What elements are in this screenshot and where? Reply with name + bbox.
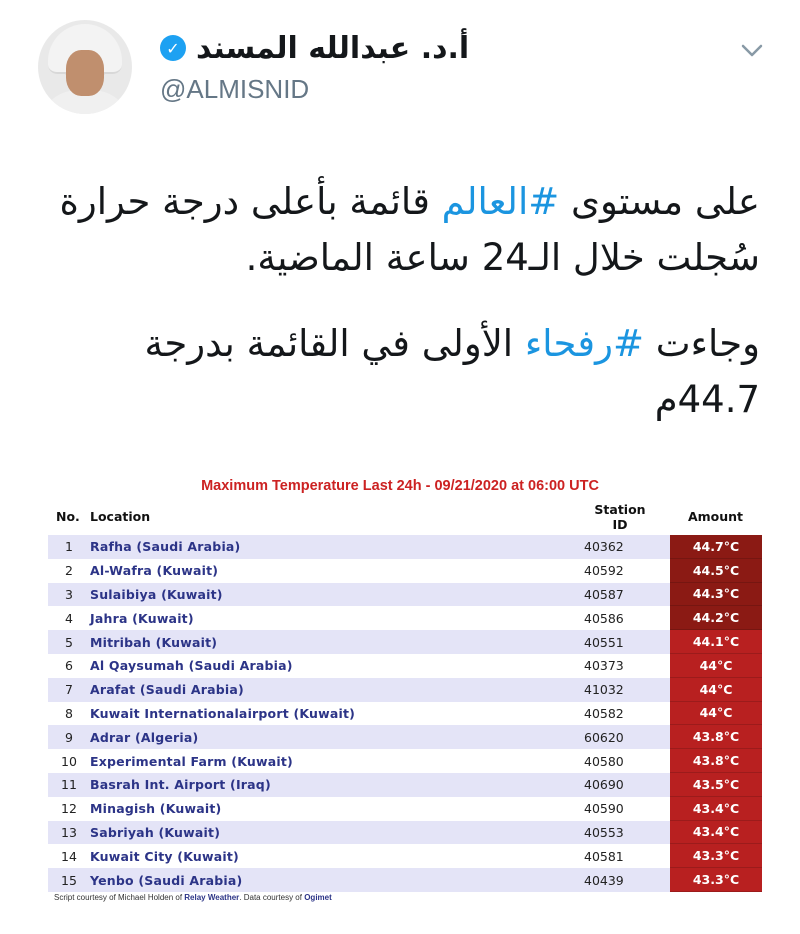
- row-number: 2: [65, 563, 73, 579]
- user-handle[interactable]: @ALMISNID: [160, 74, 310, 104]
- row-location-link[interactable]: Experimental Farm (Kuwait): [90, 753, 293, 769]
- row-amount: 44.5°C: [670, 559, 762, 583]
- table-row: [48, 844, 762, 868]
- table-row: [48, 654, 762, 678]
- ogimet-link[interactable]: Ogimet: [304, 893, 332, 902]
- chevron-down-icon[interactable]: [738, 36, 766, 64]
- table-row: [48, 725, 762, 749]
- row-station-id: 40586: [584, 610, 624, 626]
- row-amount: 44.2°C: [670, 606, 762, 630]
- row-location-link[interactable]: Sulaibiya (Kuwait): [90, 586, 223, 602]
- row-number: 15: [61, 872, 77, 888]
- table-row: [48, 773, 762, 797]
- row-amount: 44°C: [670, 678, 762, 702]
- row-number: 1: [65, 539, 73, 555]
- row-amount: 44°C: [670, 702, 762, 726]
- credit-middle: . Data courtesy of: [239, 893, 305, 902]
- row-station-id: 40580: [584, 753, 624, 769]
- row-station-id: 40582: [584, 705, 624, 721]
- row-station-id: 40439: [584, 872, 624, 888]
- column-header-station-line2: ID: [612, 517, 628, 532]
- row-location-link[interactable]: Al-Wafra (Kuwait): [90, 563, 219, 579]
- row-amount: 44.3°C: [670, 583, 762, 607]
- table-row: [48, 606, 762, 630]
- hashtag-link[interactable]: #العالم: [441, 180, 560, 223]
- table-row: [48, 535, 762, 559]
- credit-prefix: Script courtesy of Michael Holden of: [54, 893, 185, 902]
- row-amount: 43.4°C: [670, 821, 762, 845]
- hashtag-link[interactable]: #رفحاء: [524, 322, 644, 365]
- row-amount: 43.3°C: [670, 868, 762, 892]
- author-name-row: [160, 28, 469, 68]
- row-station-id: 40590: [584, 801, 624, 817]
- row-number: 14: [61, 848, 77, 864]
- avatar-face: [66, 50, 104, 96]
- verified-badge-icon: ✓: [160, 35, 186, 61]
- tweet-paragraph-1: [40, 174, 760, 286]
- row-location-link[interactable]: Sabriyah (Kuwait): [90, 824, 221, 840]
- row-number: 8: [65, 705, 73, 721]
- row-number: 4: [65, 610, 73, 626]
- row-station-id: 40553: [584, 824, 624, 840]
- row-station-id: 40551: [584, 634, 624, 650]
- row-station-id: 40690: [584, 777, 624, 793]
- row-number: 3: [65, 586, 73, 602]
- temperature-table-body: [48, 535, 762, 892]
- table-credit: [54, 893, 332, 902]
- column-header-station-line1: Station: [594, 502, 646, 517]
- row-location-link[interactable]: Minagish (Kuwait): [90, 801, 222, 817]
- table-row: [48, 702, 762, 726]
- row-station-id: 40362: [584, 539, 624, 555]
- display-name[interactable]: أ.د. عبدالله المسند: [196, 30, 470, 66]
- row-location-link[interactable]: Kuwait Internationalairport (Kuwait): [90, 705, 356, 721]
- row-number: 11: [61, 777, 77, 793]
- column-header-location: Location: [90, 509, 151, 524]
- row-station-id: 40373: [584, 658, 624, 674]
- row-station-id: 40592: [584, 563, 624, 579]
- table-row: [48, 868, 762, 892]
- row-number: 13: [61, 824, 77, 840]
- tweet-text-segment: قائمة بأعلى درجة حرارة سُجلت خلال الـ24 ساعة الماضية.: [59, 180, 760, 279]
- table-row: [48, 678, 762, 702]
- row-amount: 43.3°C: [670, 844, 762, 868]
- row-location-link[interactable]: Jahra (Kuwait): [90, 610, 194, 626]
- table-row: [48, 630, 762, 654]
- column-header-station-id: [588, 502, 652, 532]
- relay-weather-link[interactable]: Relay Weather: [184, 893, 240, 902]
- row-amount: 43.4°C: [670, 797, 762, 821]
- row-number: 9: [65, 729, 73, 745]
- row-number: 10: [61, 753, 77, 769]
- column-header-no: No.: [56, 509, 80, 524]
- row-location-link[interactable]: Kuwait City (Kuwait): [90, 848, 239, 864]
- row-location-link[interactable]: Rafha (Saudi Arabia): [90, 539, 241, 555]
- row-location-link[interactable]: Mitribah (Kuwait): [90, 634, 218, 650]
- table-row: [48, 583, 762, 607]
- tweet-text-segment: الأولى في القائمة بدرجة 44.7م: [144, 322, 760, 421]
- row-location-link[interactable]: Al Qaysumah (Saudi Arabia): [90, 658, 293, 674]
- row-amount: 44.1°C: [670, 630, 762, 654]
- table-row: [48, 797, 762, 821]
- tweet-text-segment: وجاءت: [643, 322, 760, 365]
- row-amount: 43.8°C: [670, 749, 762, 773]
- row-station-id: 41032: [584, 682, 624, 698]
- row-location-link[interactable]: Basrah Int. Airport (Iraq): [90, 777, 271, 793]
- row-amount: 43.5°C: [670, 773, 762, 797]
- column-header-amount: Amount: [687, 509, 744, 524]
- row-amount: 44°C: [670, 654, 762, 678]
- row-amount: 44.7°C: [670, 535, 762, 559]
- row-number: 6: [65, 658, 73, 674]
- table-title: Maximum Temperature Last 24h - 09/21/2020 at 06:00 UTC: [201, 478, 599, 494]
- row-number: 5: [65, 634, 73, 650]
- table-row: [48, 749, 762, 773]
- tweet-text-segment: على مستوى: [559, 180, 760, 223]
- row-station-id: 40581: [584, 848, 624, 864]
- tweet-paragraph-2: [40, 316, 760, 428]
- row-location-link[interactable]: Yenbo (Saudi Arabia): [90, 872, 243, 888]
- row-amount: 43.8°C: [670, 725, 762, 749]
- table-row: [48, 821, 762, 845]
- row-station-id: 40587: [584, 586, 624, 602]
- row-location-link[interactable]: Arafat (Saudi Arabia): [90, 682, 244, 698]
- row-number: 12: [61, 801, 77, 817]
- row-station-id: 60620: [584, 729, 624, 745]
- row-location-link[interactable]: Adrar (Algeria): [90, 729, 199, 745]
- table-row: [48, 559, 762, 583]
- avatar[interactable]: [38, 20, 132, 114]
- row-number: 7: [65, 682, 73, 698]
